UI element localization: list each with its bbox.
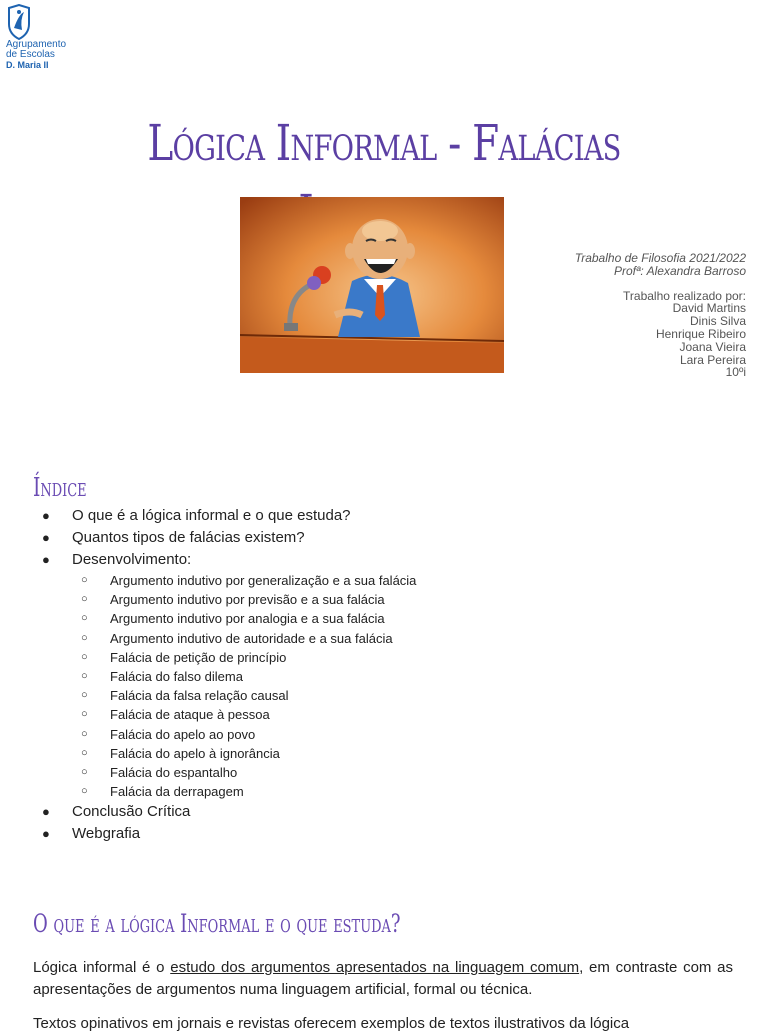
toc-item-label: Quantos tipos de falácias existem? <box>72 529 305 546</box>
toc-item-label: Webgrafia <box>72 825 141 843</box>
paragraph-1 <box>33 957 733 1001</box>
toc-subitem: ○ Argumento indutivo de autoridade e a sua falácia <box>81 630 393 646</box>
toc-subitem: ○ Argumento indutivo por generalização e a sua falácia <box>81 573 417 588</box>
toc-item: ● Desenvolvimento: <box>42 551 192 568</box>
credits-block <box>486 252 746 379</box>
page-title: Lógica Informal - Falácias <box>147 114 621 172</box>
underlined-phrase: estudo dos argumentos apresentados na linguagem comum <box>170 959 580 976</box>
section-heading: O que é a lógica Informal e o que estuda? <box>33 909 401 938</box>
toc-subitem: ○ Falácia do apelo ao povo <box>81 726 256 742</box>
toc-subitem-label: Falácia de petição de princípio <box>110 649 287 665</box>
toc-subitem-label: Falácia da derrapagem <box>110 784 244 800</box>
toc-subitem-label: Falácia do espantalho <box>110 765 238 781</box>
toc-item: ● Quantos tipos de falácias existem? <box>42 529 305 546</box>
author-name: Lara Pereira <box>679 352 746 367</box>
toc-subitem-label: Falácia do apelo à ignorância <box>110 745 280 761</box>
teacher-line: Profª: Alexandra Barroso <box>613 263 746 278</box>
class-label: 10ºi <box>725 365 746 380</box>
toc-item-label: O que é a lógica informal e o que estuda? <box>72 507 351 524</box>
toc-item: ● Webgrafia <box>42 825 141 843</box>
toc-subitem-label: Falácia do falso dilema <box>110 669 243 685</box>
toc-subitem: ○ Falácia do falso dilema <box>81 669 243 685</box>
toc-subitem-label: Argumento indutivo por analogia e a sua falácia <box>110 611 385 627</box>
toc-item: ● O que é a lógica informal e o que estuda? <box>42 507 351 524</box>
author-name: David Martins <box>672 301 746 316</box>
toc-subitem: ○ Falácia da derrapagem <box>81 784 244 800</box>
author-name: Joana Vieira <box>679 339 746 354</box>
toc-subitem-label: Argumento indutivo por previsão e a sua falácia <box>110 592 385 608</box>
cover-illustration <box>240 197 504 373</box>
paragraph-text: , em contraste com as apresentações de argumentos numa linguagem artificial, formal ou técnica. <box>33 959 733 998</box>
toc-subitem: ○ Argumento indutivo por previsão e a sua falácia <box>81 592 385 608</box>
toc-subitem-label: Falácia do apelo ao povo <box>110 726 256 742</box>
toc-item: ● Conclusão Crítica <box>42 803 191 821</box>
toc-item-label: Conclusão Crítica <box>72 803 191 821</box>
paragraph-text: Lógica informal é o <box>33 959 171 976</box>
school-logo <box>6 4 96 70</box>
table-of-contents <box>40 505 740 845</box>
toc-subitem-label: Falácia de ataque à pessoa <box>110 707 270 723</box>
toc-subitem: ○ Falácia de ataque à pessoa <box>81 707 270 723</box>
logo-line-1: Agrupamento <box>6 39 67 50</box>
authors-label: Trabalho realizado por: <box>623 288 746 303</box>
toc-subitem-label: Falácia da falsa relação causal <box>110 688 289 704</box>
paragraph-2: Textos opinativos em jornais e revistas oferecem exemplos de textos ilustrativos da lógica <box>33 1015 630 1032</box>
logo-line-3: D. Maria II <box>6 60 49 70</box>
toc-subitem-label: Argumento indutivo de autoridade e a sua falácia <box>110 630 393 646</box>
toc-subitem: ○ Falácia de petição de princípio <box>81 649 287 665</box>
index-heading: Índice <box>33 473 87 503</box>
toc-subitem: ○ Falácia da falsa relação causal <box>81 688 289 704</box>
course-line: Trabalho de Filosofia 2021/2022 <box>574 251 746 265</box>
school-crest-icon <box>6 4 32 40</box>
toc-subitem: ○ Falácia do apelo à ignorância <box>81 745 280 761</box>
author-name: Dinis Silva <box>689 314 746 329</box>
toc-subitem-label: Argumento indutivo por generalização e a sua falácia <box>110 573 417 588</box>
author-name: Henrique Ribeiro <box>655 326 746 341</box>
toc-item-label: Desenvolvimento: <box>72 551 192 568</box>
toc-subitem: ○ Falácia do espantalho <box>81 765 238 781</box>
toc-subitem: ○ Argumento indutivo por analogia e a sua falácia <box>81 611 385 627</box>
logo-line-2: de Escolas <box>6 49 55 60</box>
